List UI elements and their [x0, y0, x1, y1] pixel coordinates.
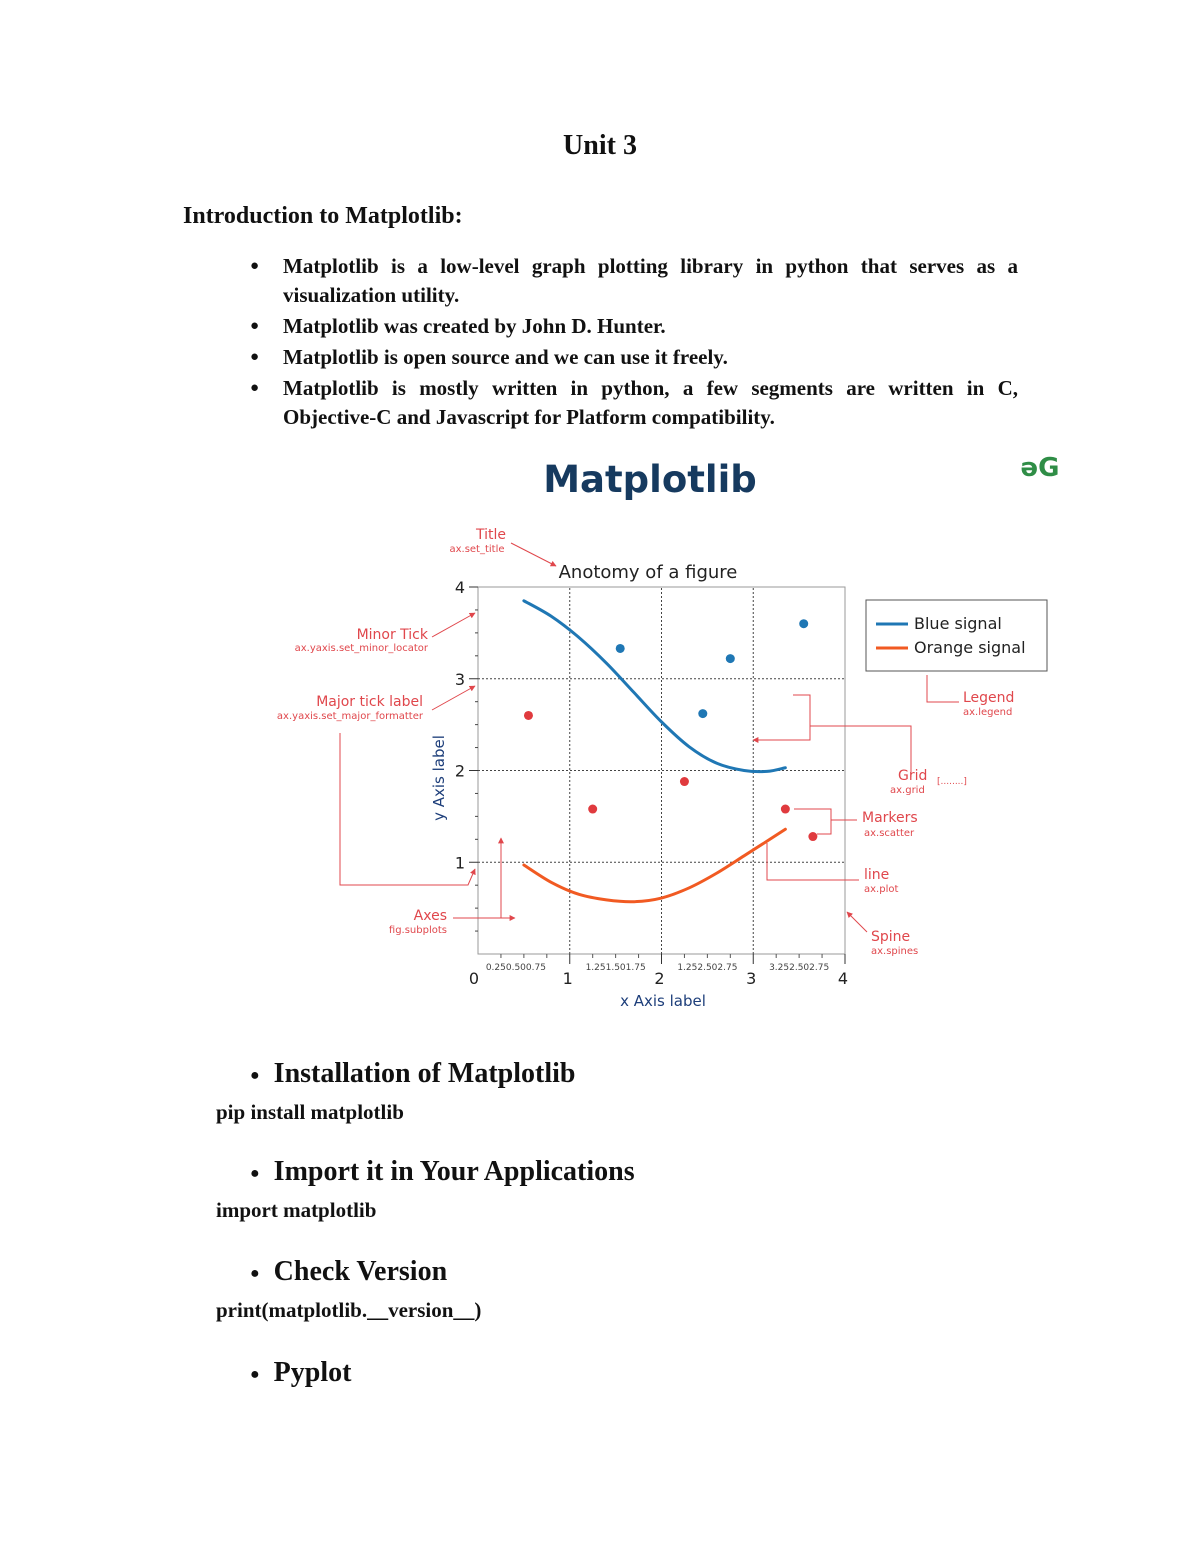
data-series	[524, 601, 818, 902]
x-axis-label: x Axis label	[620, 992, 706, 1010]
annotation-minor-tick-code: ax.yaxis.set_minor_locator	[294, 643, 428, 654]
orange-signal-line	[524, 829, 785, 902]
annotation-legend-label: Legend	[963, 690, 1015, 706]
annotation-markers-code: ax.scatter	[864, 828, 915, 839]
code-import: import matplotlib	[216, 1198, 377, 1222]
intro-point-4: ● Matplotlib is mostly written in python, a few segments are written in C, Objective-C and Javascript for Platform compatibility.	[250, 374, 1018, 432]
x-minor-tick-label: 1.252.502.75	[677, 963, 738, 973]
y-axis-label: y Axis label	[430, 735, 448, 821]
annotation-legend-code: ax.legend	[963, 707, 1013, 718]
legend-blue-signal: Blue signal	[914, 614, 1002, 633]
unit-title: Unit 3	[563, 130, 637, 161]
red-marker	[524, 711, 533, 720]
blue-marker	[698, 709, 707, 718]
annotation-line-label: line	[864, 867, 890, 883]
x-minor-tick-label: 3.252.502.75	[769, 963, 830, 973]
red-marker	[781, 805, 790, 814]
annotations	[277, 527, 1015, 957]
x-minor-tick-label: 0.250.500.75	[485, 963, 546, 973]
y-tick-label: 1	[454, 853, 465, 873]
annotation-major-tick-label: Major tick label	[316, 694, 423, 710]
x-tick-label: 3	[746, 969, 757, 988]
annotation-markers-label: Markers	[862, 810, 918, 826]
annotation-grid-label: Grid	[898, 768, 928, 784]
intro-list	[250, 252, 1018, 434]
heading-installation: ● Installation of Matplotlib	[250, 1058, 576, 1089]
matplotlib-anatomy-figure	[245, 448, 1075, 1018]
anatomy-svg	[245, 448, 1075, 1018]
annotation-grid-symbol: [........]	[937, 777, 967, 787]
blue-marker	[726, 654, 735, 663]
y-tick-label: 4	[454, 578, 465, 597]
section-heading: Introduction to Matplotlib:	[183, 203, 463, 229]
annotation-spine-code: ax.spines	[871, 946, 919, 957]
x-tick-label: 0	[468, 969, 480, 988]
x-minor-tick-label: 1.251.501.75	[585, 963, 646, 973]
blue-marker	[799, 619, 808, 628]
annotation-major-tick-code: ax.yaxis.set_major_formatter	[276, 711, 423, 722]
intro-point-2: ● Matplotlib was created by John D. Hunter.	[250, 312, 1018, 341]
heading-import: ● Import it in Your Applications	[250, 1156, 635, 1187]
annotation-spine-label: Spine	[871, 929, 911, 945]
intro-point-1: ● Matplotlib is a low-level graph plotting library in python that serves as a visualization utility.	[250, 252, 1018, 310]
x-tick-label: 1	[562, 969, 573, 988]
code-check-version: print(matplotlib.__version__)	[216, 1298, 482, 1322]
heading-pyplot: ● Pyplot	[250, 1357, 352, 1388]
red-marker	[680, 777, 689, 786]
red-marker	[808, 832, 817, 841]
legend-orange-signal: Orange signal	[914, 638, 1026, 657]
y-tick-label: 2	[454, 761, 465, 781]
x-tick-label: 2	[654, 969, 665, 988]
annotation-axes-code: fig.subplots	[388, 925, 447, 936]
tick-marks	[455, 578, 848, 988]
heading-check-version: ● Check Version	[250, 1256, 448, 1287]
red-marker	[588, 805, 597, 814]
plot-area	[430, 562, 848, 1010]
x-tick-label: 4	[837, 969, 849, 988]
logo-icon: əG	[1020, 453, 1060, 483]
annotation-line-code: ax.plot	[864, 884, 899, 895]
code-install: pip install matplotlib	[216, 1100, 404, 1124]
intro-point-3: ● Matplotlib is open source and we can use it freely.	[250, 343, 1018, 372]
annotation-title-code: ax.set_title	[449, 544, 505, 555]
annotation-axes-label: Axes	[413, 908, 447, 924]
annotation-minor-tick-label: Minor Tick	[356, 627, 428, 643]
chart-title: Anotomy of a figure	[558, 562, 738, 583]
annotation-title-label: Title	[475, 527, 507, 543]
blue-marker	[616, 644, 625, 653]
y-tick-label: 3	[454, 669, 465, 689]
annotation-grid-code: ax.grid	[890, 785, 925, 796]
banner-title: Matplotlib	[543, 458, 757, 501]
blue-signal-line	[524, 601, 785, 772]
legend	[866, 600, 1047, 671]
